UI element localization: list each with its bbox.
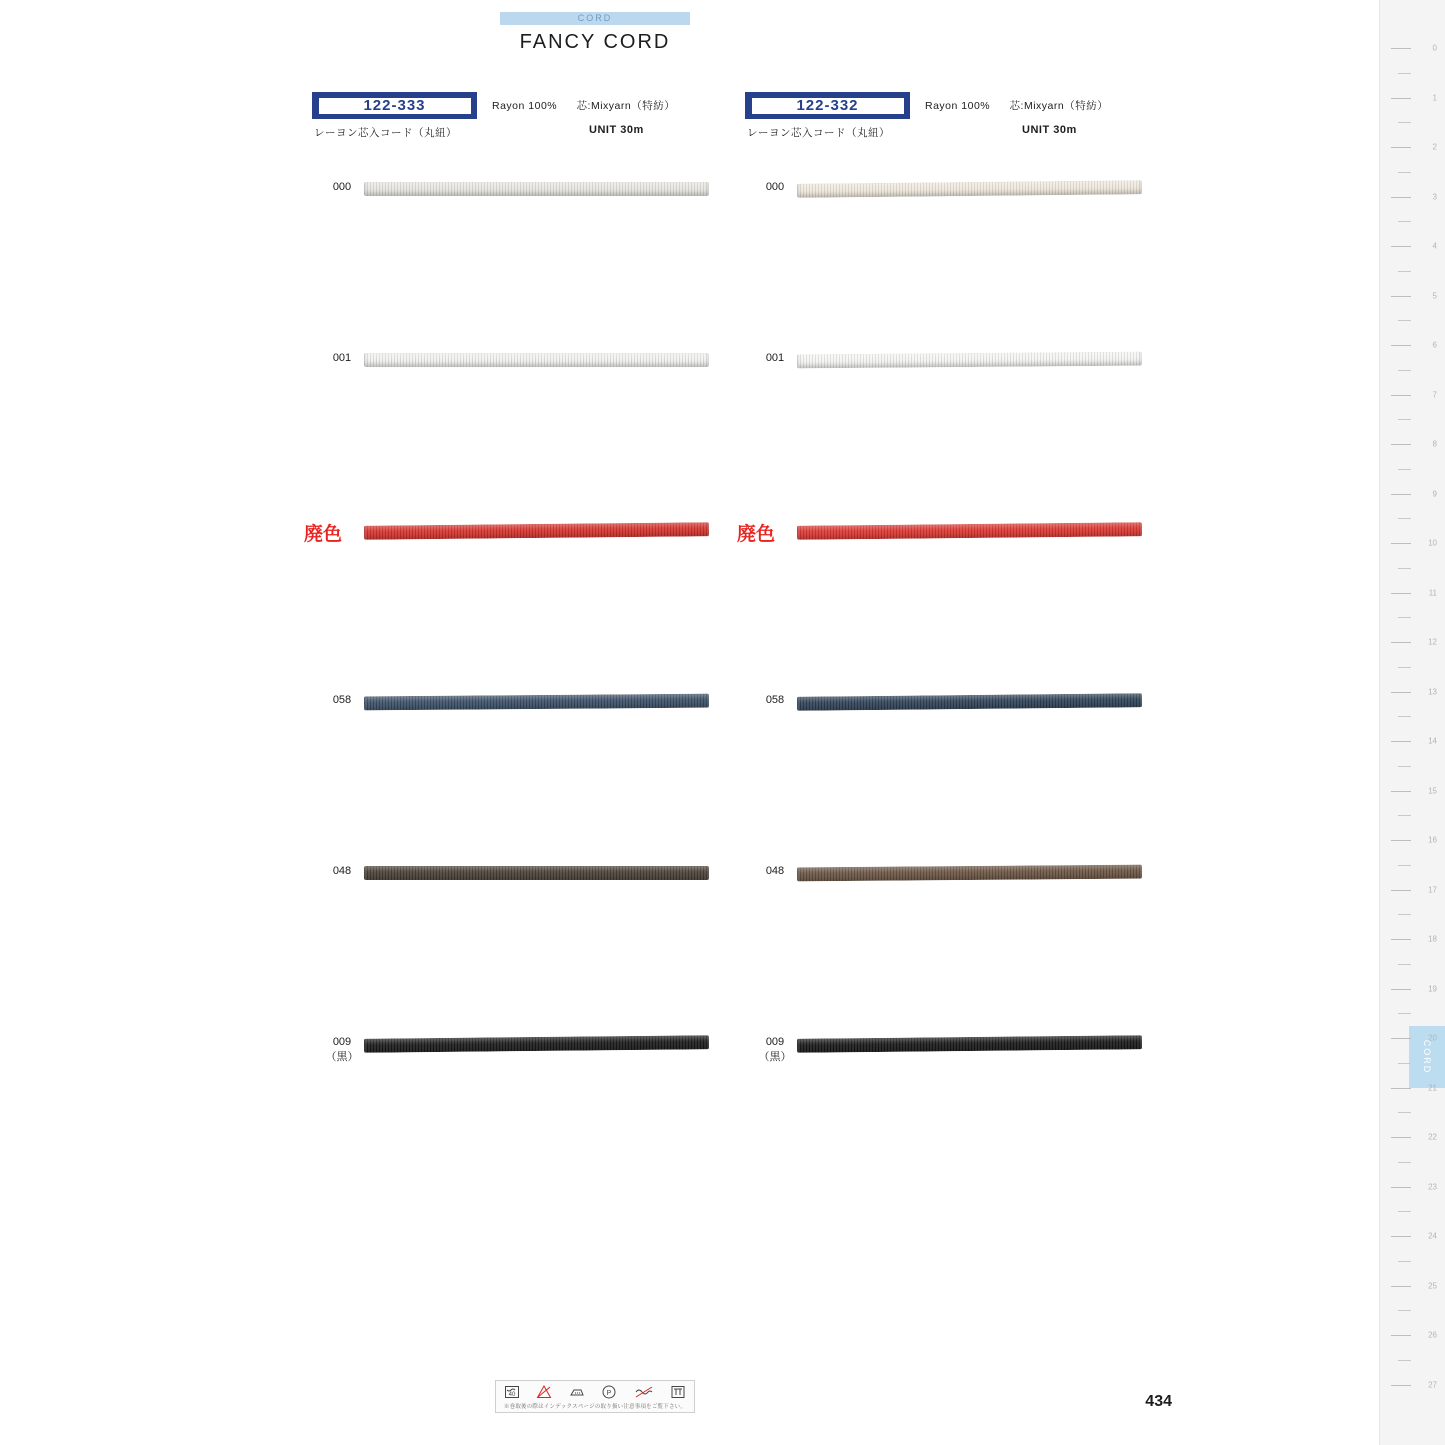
swatch-row: [312, 351, 762, 522]
swatch-row: [745, 1035, 1195, 1206]
swatch-list: [737, 180, 1195, 1206]
swatch-code: 009: [332, 1036, 352, 1048]
ruler-number: 0: [1432, 43, 1437, 53]
hang-dry-icon: [670, 1384, 686, 1400]
swatch-code: 000: [332, 181, 352, 193]
ruler-number: 16: [1428, 835, 1437, 845]
iron-icon: [569, 1384, 585, 1400]
ruler-tick-major: [1391, 1385, 1411, 1386]
ruler-tick-minor: [1398, 73, 1411, 74]
cord-swatch: [364, 1035, 709, 1053]
ruler-number: 13: [1428, 687, 1437, 696]
swatch-label: [753, 1035, 797, 1065]
ruler-tick-major: [1391, 494, 1411, 495]
swatch-row: [312, 864, 762, 1035]
page-number: 434: [1145, 1393, 1172, 1410]
ruler-number: 19: [1428, 984, 1437, 993]
ruler-tick-minor: [1398, 419, 1411, 420]
ruler-number: 3: [1432, 192, 1437, 201]
ruler-number: 7: [1432, 390, 1437, 399]
product-jp-name: レーヨン芯入コード（丸紐）: [747, 127, 890, 139]
swatch-code: 058: [765, 694, 785, 706]
ruler-tick-major: [1391, 692, 1411, 693]
ruler-number: 4: [1432, 241, 1437, 251]
product-unit: UNIT 30m: [589, 124, 644, 136]
ruler-tick-minor: [1398, 766, 1411, 767]
swatch-code-sub: （黒）: [325, 1050, 359, 1063]
swatch-code: 058: [332, 694, 352, 706]
ruler-tick-major: [1391, 791, 1411, 792]
product-spec: [925, 98, 1108, 113]
cord-swatch: [364, 182, 709, 196]
swatch-row: [745, 351, 1195, 522]
ruler-tick-major: [1391, 444, 1411, 445]
ruler-tick-major: [1391, 543, 1411, 544]
swatch-label: [320, 864, 364, 879]
ruler-tick-minor: [1398, 122, 1411, 123]
ruler-number: 27: [1428, 1380, 1437, 1389]
ruler-number: 25: [1428, 1281, 1437, 1290]
wash-icon: [504, 1384, 520, 1400]
ruler-tick-minor: [1398, 865, 1411, 866]
ruler-number: 22: [1428, 1132, 1437, 1142]
swatch-row: [745, 864, 1195, 1035]
ruler-tick-minor: [1398, 1013, 1411, 1014]
swatch-row: [312, 180, 762, 351]
cord-swatch: [797, 352, 1142, 369]
ruler-tick-minor: [1398, 1310, 1411, 1311]
cord-swatch: [797, 522, 1142, 540]
ruler-tick-minor: [1398, 667, 1411, 668]
cord-swatch: [797, 180, 1142, 198]
page-ruler: [1379, 0, 1445, 1445]
care-note: ※巻取後の際はインデックスページの取り扱い注意事項をご覧下さい。: [503, 1404, 687, 1410]
index-tab-label: CORD: [1422, 1039, 1432, 1075]
ruler-tick-minor: [1398, 1360, 1411, 1361]
product-jp-name: レーヨン芯入コード（丸紐）: [314, 127, 457, 139]
ruler-number: 9: [1432, 489, 1437, 498]
ruler-number: 2: [1432, 142, 1437, 152]
ruler-tick-minor: [1398, 617, 1411, 618]
ruler-tick-minor: [1398, 1063, 1411, 1064]
product-code-box: [745, 92, 910, 119]
care-icon-row: [500, 1384, 690, 1400]
cord-swatch: [797, 693, 1142, 711]
ruler-number: 26: [1428, 1330, 1437, 1340]
swatch-code-sub: （黒）: [758, 1050, 792, 1063]
swatch-list: [304, 180, 762, 1206]
swatch-code: 廃色: [737, 524, 776, 545]
ruler-tick-minor: [1398, 221, 1411, 222]
product-column-122-332: [737, 92, 1195, 1206]
ruler-tick-major: [1391, 1335, 1411, 1336]
ruler-tick-major: [1391, 246, 1411, 247]
ruler-tick-major: [1391, 642, 1411, 643]
swatch-label: [753, 864, 797, 879]
swatch-row: [745, 693, 1195, 864]
swatch-row: [312, 693, 762, 864]
product-unit: UNIT 30m: [1022, 124, 1077, 136]
ruler-tick-major: [1391, 1088, 1411, 1089]
ruler-tick-major: [1391, 1236, 1411, 1237]
ruler-tick-minor: [1398, 964, 1411, 965]
swatch-label: [320, 351, 364, 366]
ruler-tick-major: [1391, 939, 1411, 940]
swatch-label: [753, 180, 797, 195]
ruler-tick-major: [1391, 1038, 1411, 1039]
ruler-tick-major: [1391, 147, 1411, 148]
product-code-box: [312, 92, 477, 119]
swatch-label: [320, 693, 364, 708]
swatch-row: [304, 522, 762, 693]
ruler-tick-minor: [1398, 320, 1411, 321]
care-instructions-box: [495, 1380, 695, 1413]
swatch-code: 048: [765, 865, 785, 877]
ruler-number: 5: [1432, 291, 1437, 300]
ruler-number: 24: [1428, 1231, 1437, 1241]
ruler-tick-minor: [1398, 469, 1411, 470]
ruler-tick-minor: [1398, 370, 1411, 371]
ruler-number: 6: [1432, 340, 1437, 350]
ruler-tick-major: [1391, 296, 1411, 297]
ruler-number: 15: [1428, 786, 1437, 795]
swatch-row: [745, 180, 1195, 351]
ruler-tick-minor: [1398, 1261, 1411, 1262]
ruler-tick-minor: [1398, 815, 1411, 816]
ruler-number: 12: [1428, 637, 1437, 647]
swatch-code: 廃色: [304, 524, 343, 545]
swatch-label: [753, 693, 797, 708]
ruler-tick-major: [1391, 197, 1411, 198]
swatch-label: [320, 1035, 364, 1065]
cord-swatch: [797, 865, 1142, 882]
product-header: [745, 92, 1195, 144]
svg-text:P: P: [606, 1390, 612, 1397]
ruler-number: 18: [1428, 934, 1437, 944]
swatch-code: 048: [332, 865, 352, 877]
ruler-tick-minor: [1398, 518, 1411, 519]
dry-clean-icon: [601, 1384, 617, 1400]
ruler-tick-major: [1391, 1187, 1411, 1188]
product-core: 芯:Mixyarn（特紡）: [1009, 100, 1109, 112]
ruler-tick-minor: [1398, 568, 1411, 569]
swatch-label: [753, 351, 797, 366]
product-columns: [0, 92, 1190, 1372]
ruler-tick-major: [1391, 395, 1411, 396]
ruler-number: 14: [1428, 736, 1437, 746]
ruler-number: 23: [1428, 1182, 1437, 1191]
ruler-tick-major: [1391, 98, 1411, 99]
ruler-tick-major: [1391, 890, 1411, 891]
ruler-tick-minor: [1398, 271, 1411, 272]
product-column-122-333: [304, 92, 762, 1206]
swatch-row: [737, 522, 1195, 693]
cord-swatch: [364, 522, 709, 540]
ruler-tick-major: [1391, 1137, 1411, 1138]
ruler-tick-major: [1391, 741, 1411, 742]
ruler-tick-major: [1391, 989, 1411, 990]
ruler-number: 1: [1432, 93, 1437, 102]
do-not-bleach-icon: [536, 1384, 552, 1400]
swatch-row: [312, 1035, 762, 1206]
product-core: 芯:Mixyarn（特紡）: [576, 100, 676, 112]
cord-swatch: [364, 353, 709, 367]
ruler-number: 21: [1428, 1083, 1437, 1092]
ruler-tick-major: [1391, 345, 1411, 346]
ruler-number: 10: [1428, 538, 1437, 548]
product-material: Rayon 100%: [925, 100, 991, 112]
ruler-tick-minor: [1398, 1112, 1411, 1113]
swatch-code: 001: [765, 352, 785, 364]
ruler-tick-minor: [1398, 716, 1411, 717]
ruler-tick-minor: [1398, 914, 1411, 915]
ruler-tick-major: [1391, 593, 1411, 594]
ruler-number: 8: [1432, 439, 1437, 449]
index-tab-cord[interactable]: [1409, 1026, 1445, 1088]
ruler-tick-major: [1391, 1286, 1411, 1287]
swatch-code: 000: [765, 181, 785, 193]
product-code: 122-332: [796, 97, 859, 114]
header-band: [500, 12, 690, 25]
ruler-tick-minor: [1398, 1162, 1411, 1163]
product-code: 122-333: [363, 97, 426, 114]
swatch-code: 009: [765, 1036, 785, 1048]
cord-swatch: [364, 866, 709, 880]
swatch-label: [320, 180, 364, 195]
ruler-tick-major: [1391, 48, 1411, 49]
swatch-code: 001: [332, 352, 352, 364]
header-band-label: CORD: [577, 13, 613, 23]
cord-swatch: [364, 694, 709, 711]
svg-text:40: 40: [508, 1392, 516, 1398]
product-spec: [492, 98, 675, 113]
page-header: [0, 12, 1190, 54]
cord-swatch: [797, 1035, 1142, 1053]
ruler-number: 17: [1428, 885, 1437, 894]
product-material: Rayon 100%: [492, 100, 558, 112]
ruler-number: 20: [1428, 1033, 1437, 1043]
page-title: FANCY CORD: [519, 31, 671, 53]
ruler-number: 11: [1428, 588, 1437, 597]
ruler-tick-minor: [1398, 1211, 1411, 1212]
product-header: [312, 92, 762, 144]
do-not-wring-icon: [634, 1384, 654, 1400]
ruler-tick-major: [1391, 840, 1411, 841]
ruler-tick-minor: [1398, 172, 1411, 173]
